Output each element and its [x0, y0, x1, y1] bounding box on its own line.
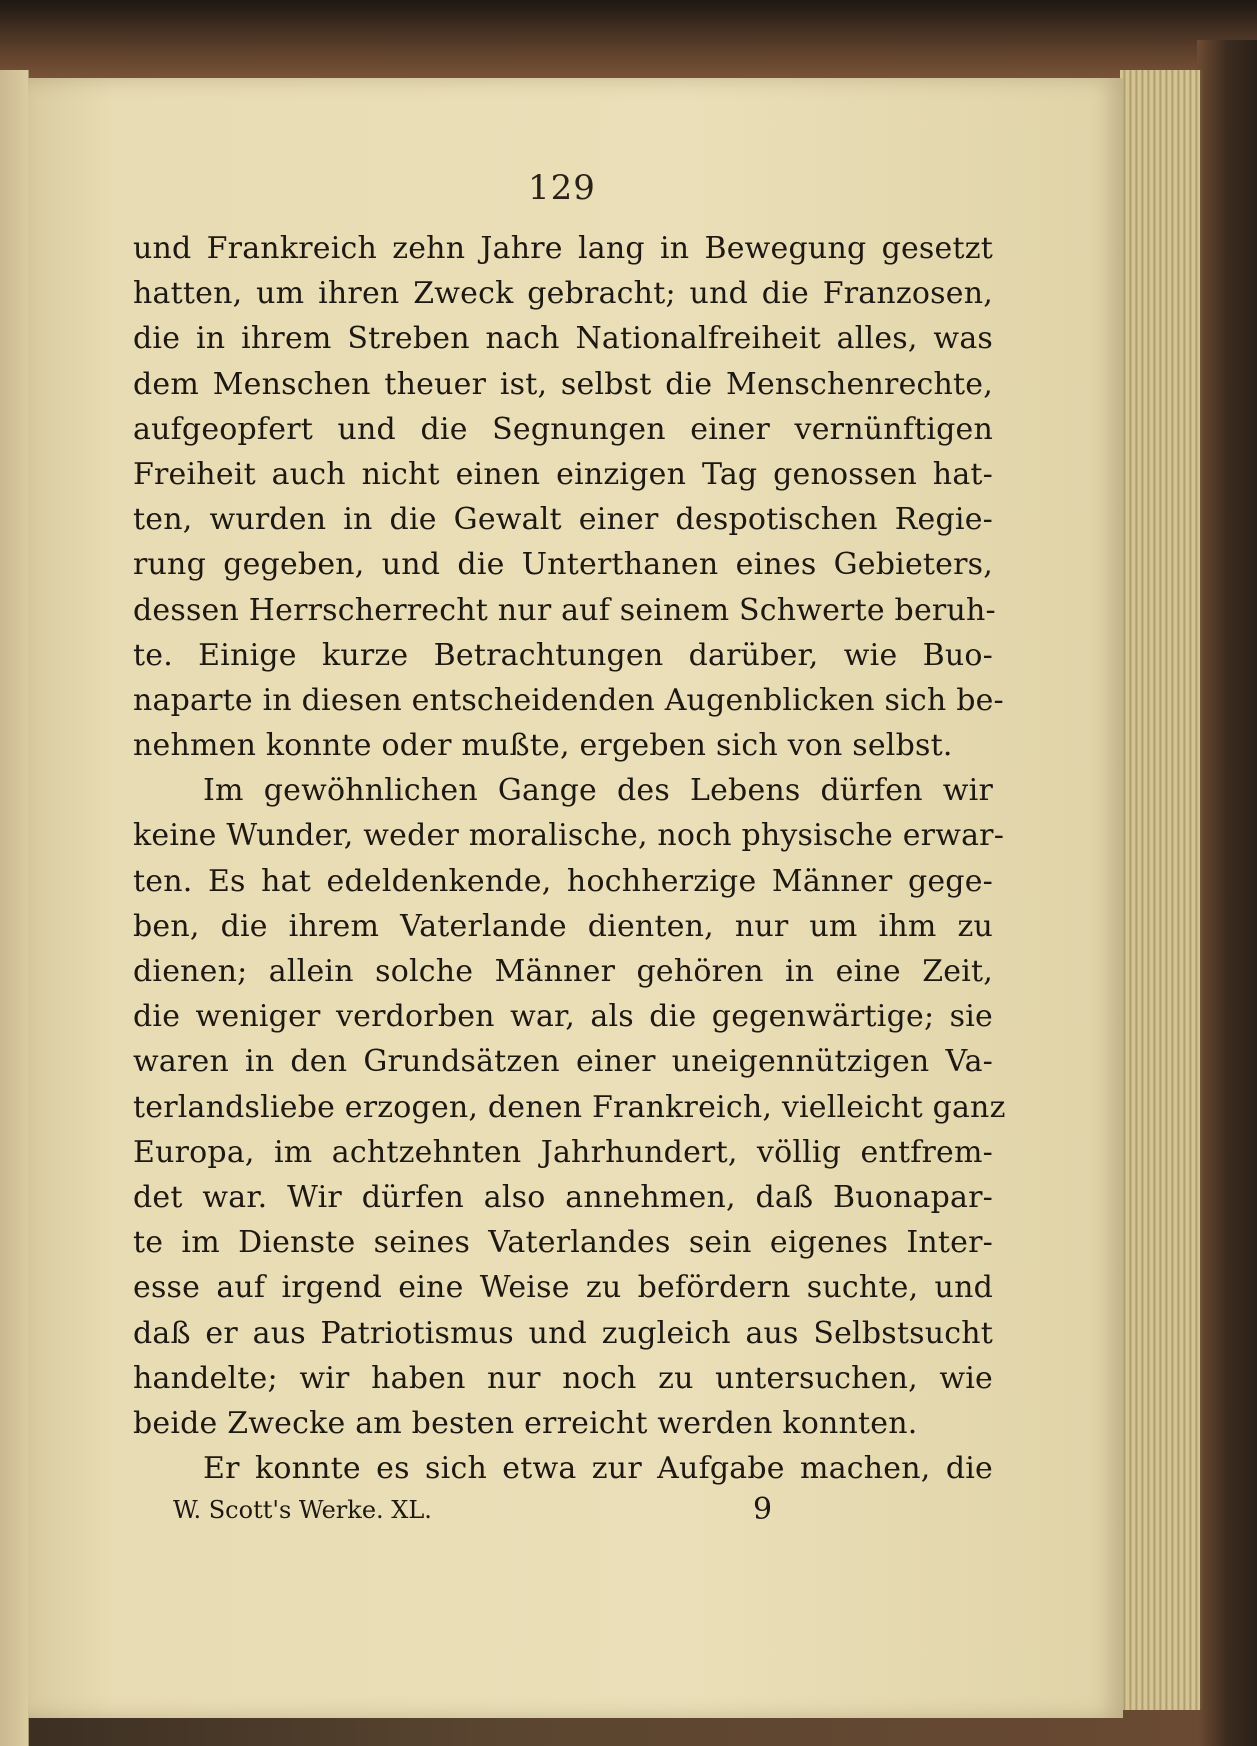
text-line: Freiheit auch nicht einen einzigen Tag genossen hat- — [133, 456, 993, 492]
text-line: ten, wurden in die Gewalt einer despotischen Regie- — [133, 502, 993, 538]
text-line: und Frankreich zehn Jahre lang in Bewegung gesetzt — [133, 231, 993, 266]
text-line: naparte in diesen entscheidenden Augenblicken sich be- — [133, 682, 1004, 718]
text-line: keine Wunder, weder moralische, noch physische erwar- — [133, 818, 1005, 854]
text-line: dessen Herrscherrecht nur auf seinem Schwerte beruh- — [133, 592, 996, 628]
text-line: hatten, um ihren Zweck gebracht; und die Franzosen, — [133, 276, 993, 312]
text-line: aufgeopfert und die Segnungen einer vernünftigen — [133, 411, 993, 447]
left-page-edge — [0, 70, 29, 1746]
text-line: beide Zwecke am besten erreicht werden konnten. — [133, 1405, 918, 1441]
text-line: terlandsliebe erzogen, denen Frankreich, vielleicht ganz — [133, 1089, 1006, 1125]
sheet-mark: 9 — [753, 1492, 773, 1527]
page-footer — [133, 1492, 993, 1546]
text-line: die weniger verdorben war, als die gegenwärtige; sie — [133, 999, 993, 1035]
text-line: dem Menschen theuer ist, selbst die Menschenrechte, — [133, 366, 993, 402]
text-line: esse auf irgend eine Weise zu befördern suchte, und — [133, 1270, 993, 1306]
text-line: te im Dienste seines Vaterlandes sein eigenes Inter- — [133, 1225, 993, 1261]
text-line: die in ihrem Streben nach Nationalfreiheit alles, was — [133, 321, 993, 357]
book-cover-right — [1197, 40, 1257, 1746]
text-block — [133, 226, 1006, 1491]
text-line: det war. Wir dürfen also annehmen, daß Buonapar- — [133, 1179, 993, 1215]
text-line: waren in den Grundsätzen einer uneigennützigen Va- — [133, 1044, 993, 1080]
text-line: dienen; allein solche Männer gehören in eine Zeit, — [133, 954, 993, 989]
paragraph-2 — [133, 768, 1006, 1446]
text-line: te. Einige kurze Betrachtungen darüber, wie Buo- — [133, 637, 993, 673]
paragraph-3 — [133, 1446, 993, 1491]
text-line: rung gegeben, und die Unterthanen eines Gebieters, — [133, 547, 993, 583]
text-line: Europa, im achtzehnten Jahrhundert, völlig entfrem- — [133, 1134, 993, 1170]
text-line: ten. Es hat edeldenkende, hochherzige Männer gege- — [133, 863, 993, 899]
text-line: nehmen konnte oder mußte, ergeben sich von selbst. — [133, 728, 953, 764]
text-line: Im gewöhnlichen Gange des Lebens dürfen wir — [203, 773, 993, 809]
book-cover-top — [0, 0, 1257, 80]
page-stack-edge — [1120, 70, 1202, 1710]
text-line: ben, die ihrem Vaterlande dienten, nur um ihm zu — [133, 908, 993, 944]
signature-line: W. Scott's Werke. XL. — [173, 1496, 432, 1524]
text-line: Er konnte es sich etwa zur Aufgabe machen, die — [203, 1451, 993, 1487]
page-number: 129 — [528, 168, 596, 208]
paragraph-1 — [133, 226, 1004, 768]
text-line: daß er aus Patriotismus und zugleich aus Selbstsucht — [133, 1315, 993, 1351]
book-page — [28, 78, 1123, 1718]
text-line: handelte; wir haben nur noch zu untersuchen, wie — [133, 1360, 993, 1396]
